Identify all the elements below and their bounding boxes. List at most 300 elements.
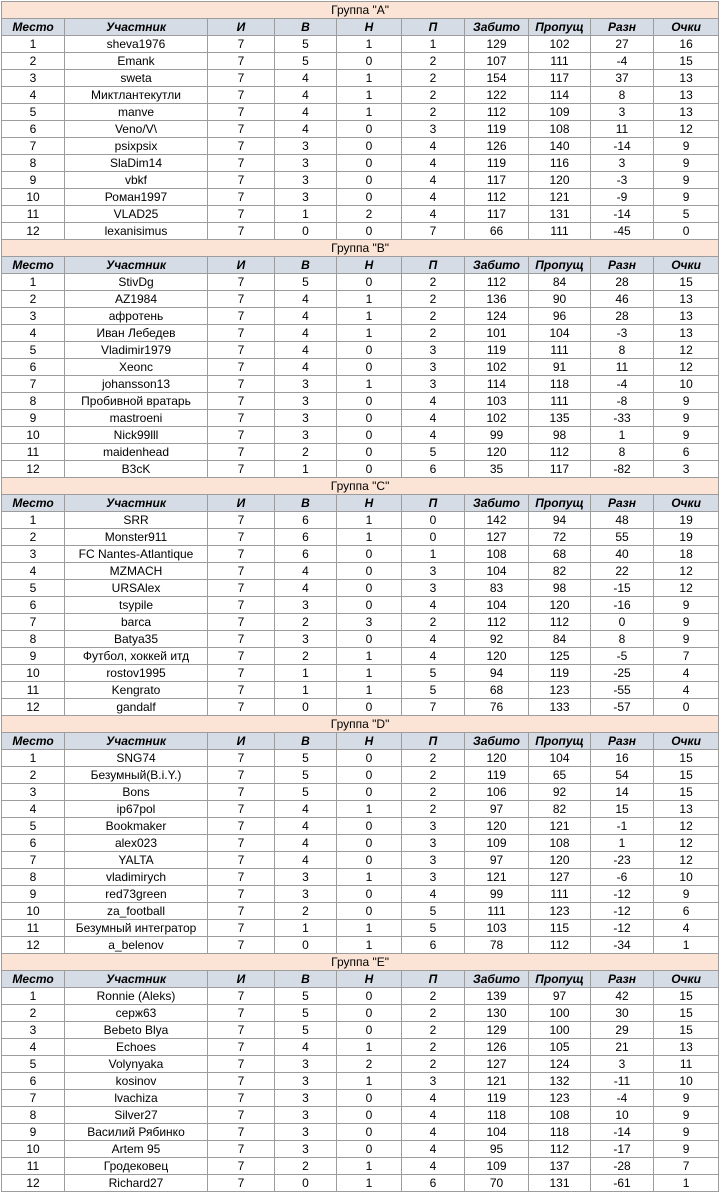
cell-conceded: 97 — [529, 988, 591, 1005]
table-row — [2, 53, 719, 70]
column-header-scored: Забито — [465, 495, 529, 512]
cell-losses: 3 — [402, 563, 465, 580]
table-row — [2, 342, 719, 359]
cell-points: 9 — [654, 1141, 719, 1158]
cell-losses: 4 — [402, 427, 465, 444]
table-row — [2, 359, 719, 376]
column-header-difference: Разн — [591, 733, 654, 750]
cell-place: 8 — [2, 869, 65, 886]
cell-wins: 4 — [275, 87, 337, 104]
cell-participant: YALTA — [65, 852, 208, 869]
cell-wins: 4 — [275, 563, 337, 580]
cell-wins: 0 — [275, 223, 337, 240]
cell-conceded: 120 — [529, 852, 591, 869]
cell-difference: 54 — [591, 767, 654, 784]
cell-points: 3 — [654, 461, 719, 478]
cell-played: 7 — [208, 138, 275, 155]
column-header-losses: П — [402, 19, 465, 36]
cell-participant: Emank — [65, 53, 208, 70]
cell-points: 9 — [654, 1107, 719, 1124]
cell-losses: 4 — [402, 631, 465, 648]
cell-difference: 3 — [591, 155, 654, 172]
cell-difference: 30 — [591, 1005, 654, 1022]
cell-losses: 6 — [402, 937, 465, 954]
cell-draws: 0 — [337, 597, 402, 614]
cell-difference: 8 — [591, 631, 654, 648]
cell-losses: 2 — [402, 750, 465, 767]
cell-wins: 4 — [275, 325, 337, 342]
cell-difference: 3 — [591, 1056, 654, 1073]
cell-played: 7 — [208, 512, 275, 529]
cell-participant: sheva1976 — [65, 36, 208, 53]
table-row — [2, 563, 719, 580]
cell-wins: 3 — [275, 1107, 337, 1124]
cell-wins: 4 — [275, 359, 337, 376]
cell-participant: alex023 — [65, 835, 208, 852]
cell-points: 15 — [654, 988, 719, 1005]
cell-played: 7 — [208, 172, 275, 189]
group-title-row — [2, 240, 719, 257]
cell-draws: 0 — [337, 699, 402, 716]
cell-participant: sweta — [65, 70, 208, 87]
group-title-row — [2, 954, 719, 971]
cell-conceded: 111 — [529, 223, 591, 240]
cell-draws: 0 — [337, 393, 402, 410]
cell-conceded: 121 — [529, 189, 591, 206]
cell-scored: 112 — [465, 274, 529, 291]
column-header-participant: Участник — [65, 257, 208, 274]
cell-wins: 3 — [275, 1073, 337, 1090]
cell-played: 7 — [208, 869, 275, 886]
cell-participant: Artem 95 — [65, 1141, 208, 1158]
cell-place: 5 — [2, 104, 65, 121]
cell-wins: 4 — [275, 801, 337, 818]
cell-points: 13 — [654, 87, 719, 104]
cell-difference: -28 — [591, 1158, 654, 1175]
column-header-conceded: Пропущ — [529, 971, 591, 988]
cell-place: 7 — [2, 138, 65, 155]
cell-draws: 1 — [337, 801, 402, 818]
cell-difference: -4 — [591, 1090, 654, 1107]
cell-participant: Xeonc — [65, 359, 208, 376]
cell-points: 18 — [654, 546, 719, 563]
cell-participant: AZ1984 — [65, 291, 208, 308]
cell-draws: 1 — [337, 1073, 402, 1090]
cell-difference: 1 — [591, 835, 654, 852]
cell-played: 7 — [208, 1175, 275, 1192]
cell-difference: -23 — [591, 852, 654, 869]
cell-draws: 3 — [337, 614, 402, 631]
cell-points: 19 — [654, 512, 719, 529]
cell-difference: 48 — [591, 512, 654, 529]
cell-points: 4 — [654, 920, 719, 937]
cell-place: 10 — [2, 665, 65, 682]
cell-scored: 104 — [465, 597, 529, 614]
column-header-scored: Забито — [465, 971, 529, 988]
cell-difference: 29 — [591, 1022, 654, 1039]
cell-draws: 1 — [337, 869, 402, 886]
column-header-played: И — [208, 971, 275, 988]
cell-points: 15 — [654, 1005, 719, 1022]
cell-wins: 1 — [275, 461, 337, 478]
cell-wins: 4 — [275, 342, 337, 359]
cell-difference: -1 — [591, 818, 654, 835]
column-header-played: И — [208, 733, 275, 750]
cell-difference: -14 — [591, 1124, 654, 1141]
cell-draws: 0 — [337, 444, 402, 461]
cell-participant: Echoes — [65, 1039, 208, 1056]
cell-place: 7 — [2, 1090, 65, 1107]
cell-draws: 0 — [337, 784, 402, 801]
cell-losses: 5 — [402, 903, 465, 920]
column-header-conceded: Пропущ — [529, 19, 591, 36]
cell-place: 5 — [2, 342, 65, 359]
cell-losses: 2 — [402, 1056, 465, 1073]
cell-conceded: 140 — [529, 138, 591, 155]
column-header-points: Очки — [654, 19, 719, 36]
cell-points: 9 — [654, 410, 719, 427]
cell-draws: 2 — [337, 206, 402, 223]
table-row — [2, 36, 719, 53]
cell-difference: -82 — [591, 461, 654, 478]
cell-participant: Silver27 — [65, 1107, 208, 1124]
cell-scored: 97 — [465, 801, 529, 818]
cell-scored: 139 — [465, 988, 529, 1005]
cell-place: 5 — [2, 818, 65, 835]
cell-points: 15 — [654, 53, 719, 70]
column-header-participant: Участник — [65, 19, 208, 36]
cell-wins: 3 — [275, 1090, 337, 1107]
cell-conceded: 112 — [529, 937, 591, 954]
cell-played: 7 — [208, 70, 275, 87]
table-row — [2, 393, 719, 410]
cell-conceded: 132 — [529, 1073, 591, 1090]
cell-points: 9 — [654, 631, 719, 648]
group-title: Группа "B" — [2, 240, 719, 257]
cell-points: 15 — [654, 767, 719, 784]
cell-draws: 0 — [337, 53, 402, 70]
cell-wins: 3 — [275, 886, 337, 903]
cell-difference: -4 — [591, 53, 654, 70]
cell-conceded: 111 — [529, 342, 591, 359]
cell-difference: -57 — [591, 699, 654, 716]
cell-place: 11 — [2, 1158, 65, 1175]
cell-conceded: 114 — [529, 87, 591, 104]
cell-played: 7 — [208, 1022, 275, 1039]
cell-points: 6 — [654, 903, 719, 920]
cell-points: 9 — [654, 427, 719, 444]
cell-wins: 5 — [275, 1005, 337, 1022]
cell-draws: 0 — [337, 631, 402, 648]
cell-played: 7 — [208, 410, 275, 427]
cell-participant: Bebeto Blya — [65, 1022, 208, 1039]
cell-conceded: 100 — [529, 1022, 591, 1039]
cell-place: 4 — [2, 87, 65, 104]
cell-draws: 0 — [337, 1124, 402, 1141]
cell-participant: Veno/V\ — [65, 121, 208, 138]
table-row — [2, 546, 719, 563]
table-row — [2, 206, 719, 223]
cell-wins: 4 — [275, 291, 337, 308]
cell-scored: 120 — [465, 648, 529, 665]
cell-participant: Безумный(B.i.Y.) — [65, 767, 208, 784]
cell-place: 10 — [2, 189, 65, 206]
cell-difference: -12 — [591, 903, 654, 920]
cell-conceded: 133 — [529, 699, 591, 716]
cell-place: 10 — [2, 427, 65, 444]
cell-place: 2 — [2, 529, 65, 546]
cell-scored: 112 — [465, 189, 529, 206]
column-header-draws: Н — [337, 495, 402, 512]
cell-place: 1 — [2, 512, 65, 529]
cell-draws: 0 — [337, 138, 402, 155]
cell-points: 9 — [654, 886, 719, 903]
cell-draws: 0 — [337, 852, 402, 869]
column-header-difference: Разн — [591, 257, 654, 274]
cell-losses: 4 — [402, 1124, 465, 1141]
cell-scored: 104 — [465, 1124, 529, 1141]
cell-conceded: 116 — [529, 155, 591, 172]
cell-played: 7 — [208, 937, 275, 954]
cell-place: 12 — [2, 699, 65, 716]
cell-participant: Миктлантекутли — [65, 87, 208, 104]
cell-scored: 117 — [465, 206, 529, 223]
cell-played: 7 — [208, 461, 275, 478]
cell-conceded: 72 — [529, 529, 591, 546]
cell-difference: -6 — [591, 869, 654, 886]
cell-difference: 28 — [591, 308, 654, 325]
cell-scored: 102 — [465, 410, 529, 427]
table-row — [2, 1124, 719, 1141]
cell-draws: 1 — [337, 36, 402, 53]
cell-participant: rostov1995 — [65, 665, 208, 682]
cell-participant: Bons — [65, 784, 208, 801]
cell-conceded: 118 — [529, 376, 591, 393]
column-header-participant: Участник — [65, 733, 208, 750]
cell-draws: 1 — [337, 682, 402, 699]
cell-draws: 0 — [337, 121, 402, 138]
table-row — [2, 750, 719, 767]
cell-conceded: 91 — [529, 359, 591, 376]
column-header-participant: Участник — [65, 971, 208, 988]
cell-losses: 4 — [402, 886, 465, 903]
cell-place: 1 — [2, 274, 65, 291]
cell-participant: FC Nantes-Atlantique — [65, 546, 208, 563]
cell-conceded: 112 — [529, 444, 591, 461]
cell-points: 4 — [654, 665, 719, 682]
table-row — [2, 1039, 719, 1056]
cell-participant: gandalf — [65, 699, 208, 716]
cell-points: 7 — [654, 1158, 719, 1175]
cell-scored: 118 — [465, 1107, 529, 1124]
cell-wins: 4 — [275, 852, 337, 869]
cell-points: 15 — [654, 1022, 719, 1039]
cell-participant: SlaDim14 — [65, 155, 208, 172]
cell-losses: 2 — [402, 988, 465, 1005]
cell-place: 4 — [2, 325, 65, 342]
cell-wins: 2 — [275, 1158, 337, 1175]
cell-participant: серж63 — [65, 1005, 208, 1022]
cell-wins: 5 — [275, 1022, 337, 1039]
table-row — [2, 767, 719, 784]
cell-points: 10 — [654, 1073, 719, 1090]
cell-draws: 2 — [337, 1056, 402, 1073]
cell-losses: 7 — [402, 699, 465, 716]
cell-losses: 4 — [402, 393, 465, 410]
cell-draws: 0 — [337, 767, 402, 784]
cell-conceded: 123 — [529, 903, 591, 920]
cell-place: 4 — [2, 1039, 65, 1056]
cell-conceded: 112 — [529, 614, 591, 631]
cell-played: 7 — [208, 886, 275, 903]
table-row — [2, 444, 719, 461]
table-row — [2, 308, 719, 325]
cell-played: 7 — [208, 818, 275, 835]
standings-table — [1, 1, 719, 1192]
cell-participant: Vladimir1979 — [65, 342, 208, 359]
cell-place: 3 — [2, 1022, 65, 1039]
cell-place: 6 — [2, 359, 65, 376]
cell-wins: 6 — [275, 512, 337, 529]
cell-played: 7 — [208, 614, 275, 631]
table-row — [2, 410, 719, 427]
cell-played: 7 — [208, 563, 275, 580]
cell-conceded: 112 — [529, 1141, 591, 1158]
cell-place: 12 — [2, 461, 65, 478]
cell-losses: 4 — [402, 410, 465, 427]
table-row — [2, 988, 719, 1005]
cell-losses: 4 — [402, 155, 465, 172]
cell-wins: 6 — [275, 546, 337, 563]
cell-scored: 126 — [465, 1039, 529, 1056]
cell-draws: 0 — [337, 1022, 402, 1039]
cell-participant: Batya35 — [65, 631, 208, 648]
cell-draws: 1 — [337, 104, 402, 121]
cell-losses: 5 — [402, 665, 465, 682]
table-row — [2, 818, 719, 835]
cell-scored: 35 — [465, 461, 529, 478]
cell-place: 10 — [2, 1141, 65, 1158]
cell-wins: 3 — [275, 597, 337, 614]
table-row — [2, 937, 719, 954]
cell-wins: 5 — [275, 274, 337, 291]
cell-place: 1 — [2, 750, 65, 767]
cell-conceded: 105 — [529, 1039, 591, 1056]
cell-difference: -16 — [591, 597, 654, 614]
cell-points: 13 — [654, 1039, 719, 1056]
cell-wins: 2 — [275, 903, 337, 920]
table-row — [2, 274, 719, 291]
cell-wins: 5 — [275, 767, 337, 784]
column-header-wins: В — [275, 971, 337, 988]
cell-losses: 2 — [402, 70, 465, 87]
group-title: Группа "A" — [2, 2, 719, 19]
cell-played: 7 — [208, 835, 275, 852]
cell-scored: 106 — [465, 784, 529, 801]
cell-participant: SRR — [65, 512, 208, 529]
cell-draws: 0 — [337, 172, 402, 189]
cell-difference: 15 — [591, 801, 654, 818]
cell-draws: 1 — [337, 1039, 402, 1056]
cell-losses: 1 — [402, 36, 465, 53]
cell-points: 12 — [654, 563, 719, 580]
cell-difference: -3 — [591, 172, 654, 189]
cell-draws: 1 — [337, 920, 402, 937]
cell-wins: 3 — [275, 172, 337, 189]
cell-losses: 4 — [402, 1158, 465, 1175]
table-row — [2, 376, 719, 393]
cell-points: 15 — [654, 274, 719, 291]
cell-participant: Bookmaker — [65, 818, 208, 835]
table-row — [2, 70, 719, 87]
cell-points: 13 — [654, 801, 719, 818]
cell-draws: 1 — [337, 665, 402, 682]
cell-scored: 109 — [465, 835, 529, 852]
cell-losses: 5 — [402, 682, 465, 699]
table-row — [2, 665, 719, 682]
cell-points: 15 — [654, 750, 719, 767]
table-row — [2, 172, 719, 189]
table-row — [2, 1107, 719, 1124]
column-header-wins: В — [275, 495, 337, 512]
cell-difference: -12 — [591, 920, 654, 937]
cell-participant: Nick99lll — [65, 427, 208, 444]
cell-participant: johansson13 — [65, 376, 208, 393]
cell-scored: 95 — [465, 1141, 529, 1158]
cell-points: 0 — [654, 699, 719, 716]
cell-difference: -61 — [591, 1175, 654, 1192]
cell-wins: 3 — [275, 869, 337, 886]
column-header-difference: Разн — [591, 19, 654, 36]
cell-played: 7 — [208, 1039, 275, 1056]
cell-scored: 103 — [465, 920, 529, 937]
cell-place: 7 — [2, 614, 65, 631]
table-row — [2, 104, 719, 121]
cell-scored: 109 — [465, 1158, 529, 1175]
cell-conceded: 94 — [529, 512, 591, 529]
column-header-draws: Н — [337, 971, 402, 988]
cell-place: 12 — [2, 223, 65, 240]
column-header-points: Очки — [654, 257, 719, 274]
cell-wins: 3 — [275, 138, 337, 155]
cell-losses: 2 — [402, 308, 465, 325]
cell-losses: 2 — [402, 87, 465, 104]
cell-played: 7 — [208, 206, 275, 223]
cell-played: 7 — [208, 427, 275, 444]
cell-draws: 0 — [337, 818, 402, 835]
cell-conceded: 111 — [529, 53, 591, 70]
cell-conceded: 82 — [529, 801, 591, 818]
cell-wins: 3 — [275, 631, 337, 648]
cell-difference: -14 — [591, 206, 654, 223]
cell-difference: -3 — [591, 325, 654, 342]
column-header-played: И — [208, 495, 275, 512]
cell-place: 1 — [2, 36, 65, 53]
cell-losses: 2 — [402, 291, 465, 308]
cell-conceded: 90 — [529, 291, 591, 308]
cell-place: 3 — [2, 308, 65, 325]
cell-conceded: 108 — [529, 1107, 591, 1124]
cell-draws: 1 — [337, 937, 402, 954]
cell-points: 13 — [654, 308, 719, 325]
cell-points: 16 — [654, 36, 719, 53]
cell-place: 7 — [2, 852, 65, 869]
cell-draws: 1 — [337, 512, 402, 529]
standings-body — [2, 2, 719, 1192]
table-row — [2, 869, 719, 886]
cell-place: 5 — [2, 1056, 65, 1073]
cell-place: 3 — [2, 784, 65, 801]
